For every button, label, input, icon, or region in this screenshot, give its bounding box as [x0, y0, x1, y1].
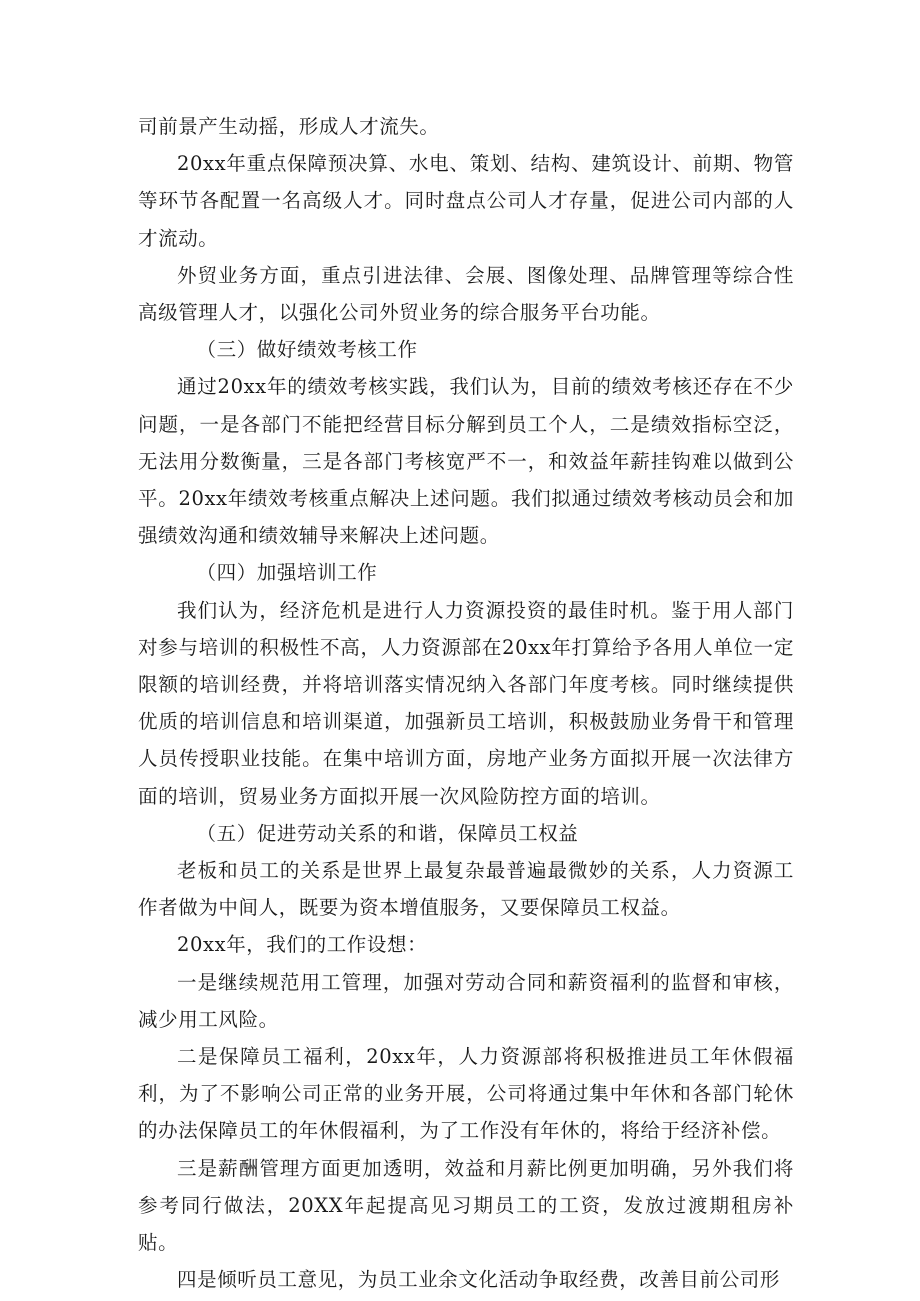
paragraph-continuation: 司前景产生动摇，形成人才流失。: [138, 115, 440, 138]
paragraph-foreign-trade: 外贸业务方面，重点引进法律、会展、图像处理、品牌管理等综合性高级管理人才，以强化公司外贸业务的综合服务平台功能。: [138, 263, 794, 325]
section-heading-training: （四）加强培训工作: [196, 561, 378, 585]
paragraph-training: 我们认为，经济危机是进行人力资源投资的最佳时机。鉴于用人部门对参与培训的积极性不高，人力资源部在20xx年打算给予各用人单位一定限额的培训经费，并将培训落实情况纳入各部门年度考核。同时继续提供优质的培训信息和培训渠道，加强新员工培训，积极鼓励业务骨干和管理人员传授职业技能。在集中培训方面，房地产业务方面拟开展一次法律方面的培训，贸易业务方面拟开展一次风险防控方面的培训。: [138, 598, 794, 808]
paragraph-plan-item-2: 二是保障员工福利，20xx年，人力资源部将积极推进员工年休假福利，为了不影响公司正常的业务开展，公司将通过集中年休和各部门轮休的办法保障员工的年休假福利，为了工作没有年休的，将给于经济补偿。: [138, 1045, 794, 1143]
paragraph-work-plan-intro: 20xx年，我们的工作设想：: [177, 933, 428, 957]
document-body: [138, 108, 794, 1299]
paragraph-plan-item-1: 一是继续规范用工管理，加强对劳动合同和薪资福利的监督和审核，减少用工风险。: [138, 970, 794, 1031]
paragraph-labor-relations: 老板和员工的关系是世界上最复杂最普遍最微妙的关系，人力资源工作者做为中间人，既要为资本增值服务，又要保障员工权益。: [138, 859, 794, 920]
paragraph-performance: 通过20xx年的绩效考核实践，我们认为，目前的绩效考核还存在不少问题，一是各部门不能把经营目标分解到员工个人，二是绩效指标空泛，无法用分数衡量，三是各部门考核宽严不一，和效益年薪挂钩难以做到公平。20xx年绩效考核重点解决上述问题。我们拟通过绩效考核动员会和加强绩效沟通和绩效辅导来解决上述问题。: [138, 375, 794, 548]
paragraph-talent-allocation: 20xx年重点保障预决算、水电、策划、结构、建筑设计、前期、物管等环节各配置一名高级人才。同时盘点公司人才存量，促进公司内部的人才流动。: [138, 152, 794, 250]
paragraph-plan-item-3: 三是薪酬管理方面更加透明，效益和月薪比例更加明确，另外我们将参考同行做法，20XX年起提高见习期员工的工资，发放过渡期租房补贴。: [138, 1156, 794, 1255]
section-heading-performance: （三）做好绩效考核工作: [196, 338, 418, 362]
section-heading-labor-relations: （五）促进劳动关系的和谐，保障员工权益: [196, 821, 579, 845]
paragraph-plan-item-4: 四是倾听员工意见，为员工业余文化活动争取经费，改善目前公司形: [177, 1268, 781, 1292]
